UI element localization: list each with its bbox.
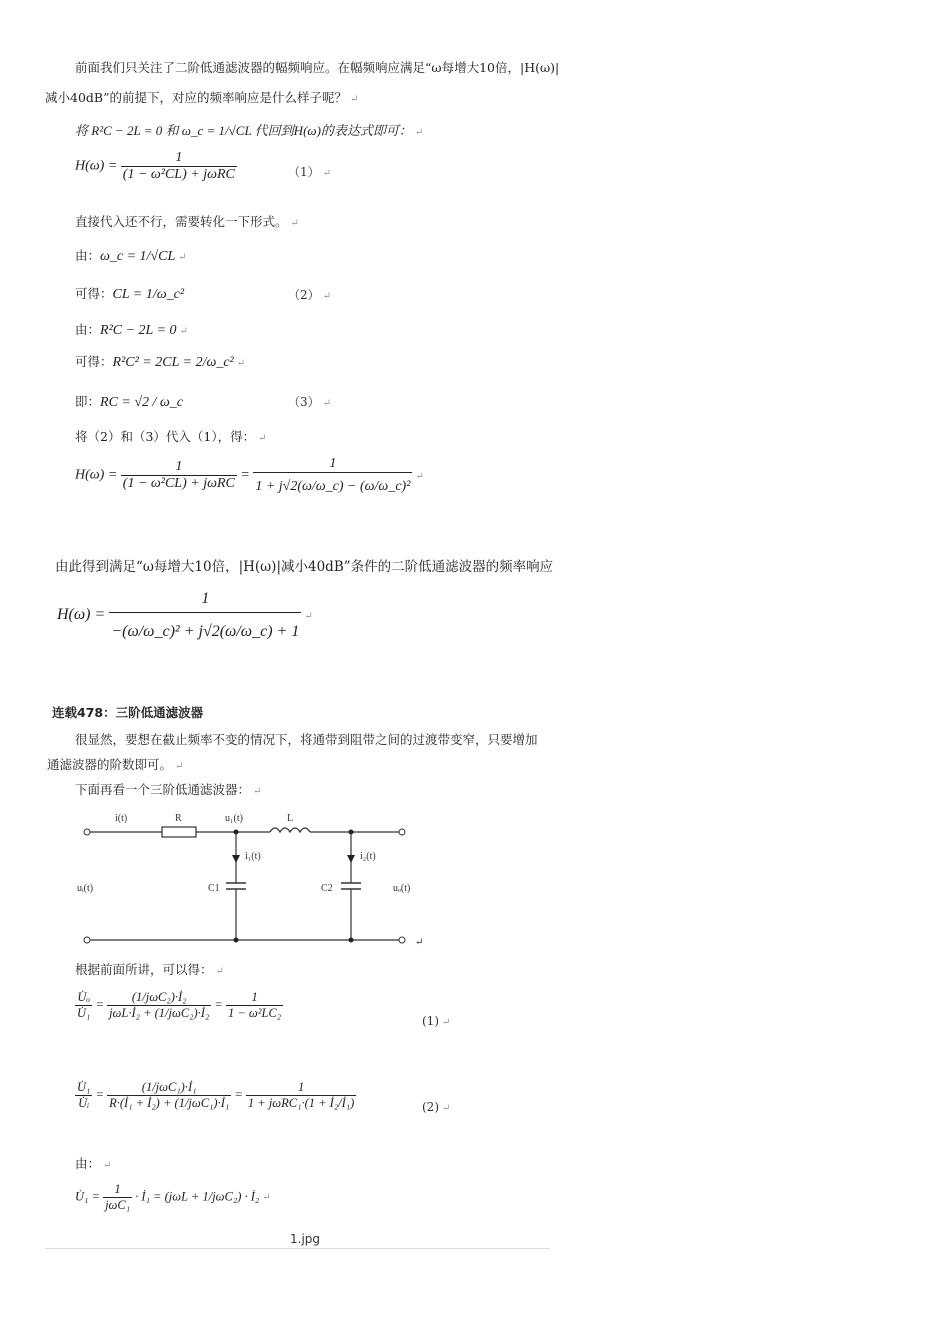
equation-b: $\frac{\text{U̇₁}}{\text{U̇ᵢ}}$ = $\frac{\text{(1/jωC₁)·İ₁}}{\text{R·(İ₁ + İ₂) + (1/jωC₁)·İ₁}}$ = $\frac{1}{\text{1 + jωRC₁·(1 + İ₂/İ₁)}}$	[77, 1080, 355, 1110]
step-kede-2: 可得：R²C² = 2CL = 2/ω_c² ↵	[75, 354, 246, 370]
step-you-2: 由：R²C − 2L = 0 ↵	[75, 322, 188, 338]
section-para-line1: 很显然，要想在截止频率不变的情况下，将通带到阻带之间的过渡带变窄，只要增加	[75, 732, 538, 747]
label-uo: uₒ(t)	[393, 883, 411, 894]
step-ji-tag: （3） ↵	[288, 395, 332, 409]
direct-line: 直接代入还不行，需要转化一下形式。 ↵	[75, 214, 299, 229]
output-terminal-bottom	[399, 937, 405, 943]
equation-a: $\frac{\text{U̇ₒ}}{\text{U̇₁}}$ = $\frac{\text{(1/jωC₂)·İ₂}}{\text{jωL·İ₂ + (1/jωC₂)·İ₂}}$ = $\frac{1}{\text{1 − ω²LC₂}}$	[77, 990, 282, 1020]
label-c1: C1	[208, 883, 220, 894]
return-mark: ↵	[415, 937, 424, 948]
step-kede-1-tag: （2） ↵	[288, 288, 332, 302]
label-c2: C2	[321, 883, 333, 894]
label-ui: uᵢ(t)	[77, 883, 94, 894]
para1-line1: 前面我们只关注了二阶低通滤波器的幅频响应。在幅频响应满足“ω每增大10倍，|H(ω)|	[75, 60, 560, 75]
equation-c: U̇₁ = $\frac{1}{\text{jωC₁}}$ · İ₁ = (jωL + 1/jωC₂) · İ₂ ↵	[75, 1182, 271, 1212]
step-you-3: 由： ↵	[75, 1156, 112, 1171]
step-ji: 即：RC = √2 / ω_c	[75, 394, 184, 410]
label-i1: i₁(t)	[245, 851, 261, 862]
label-i: i(t)	[115, 813, 128, 824]
step-you-1: 由：ω_c = 1/√CL ↵	[75, 248, 187, 264]
equation-1-tag: （1） ↵	[288, 165, 332, 179]
inductor-l	[270, 828, 310, 832]
label-u1: u₁(t)	[225, 813, 243, 824]
input-terminal-bottom	[84, 937, 90, 943]
section-para-line2: 通滤波器的阶数即可。 ↵	[47, 757, 184, 772]
equation-1: H(ω) = $\frac{1}{\text{(1 − ω²CL) + jωRC}}$	[75, 150, 235, 182]
step-kede-1: 可得：CL = 1/ω_c²	[75, 286, 185, 302]
input-terminal-top	[84, 829, 90, 835]
image-caption: 1.jpg	[290, 1232, 321, 1246]
label-l: L	[287, 813, 294, 824]
derive-line: 根据前面所讲，可以得： ↵	[75, 962, 224, 977]
label-i2: i₂(t)	[360, 851, 376, 862]
output-terminal-top	[399, 829, 405, 835]
para1-line2: 减小40dB”的前提下，对应的频率响应是什么样子呢？ ↵	[45, 90, 359, 105]
circuit-diagram	[75, 805, 445, 955]
equation-4: H(ω) = $\frac{1}{\text{(1 − ω²CL) + jωRC}}$ = $\frac{1}{\text{1 + j√2(ω/ω\_c) − (ω/ω\_c)²}}$ ↵	[75, 456, 424, 494]
label-r: R	[175, 813, 182, 824]
equation-5: H(ω) = $\frac{1}{\text{−(ω/ω\_c)² + j√2(ω/ω\_c) + 1}}$ ↵	[57, 590, 313, 640]
section-heading: 连载478：三阶低通滤波器	[52, 705, 204, 720]
section-intro: 下面再看一个三阶低通滤波器： ↵	[75, 782, 262, 797]
equation-a-tag: (1) ↵	[422, 1014, 451, 1028]
arrow-i1	[232, 855, 240, 863]
resistor-r	[162, 827, 196, 837]
equation-b-tag: (2) ↵	[422, 1100, 451, 1114]
substitute-23-line: 将（2）和（3）代入（1），得： ↵	[75, 429, 267, 444]
conclusion-line: 由此得到满足“ω每增大10倍，|H(ω)|减小40dB”条件的二阶低通滤波器的频率响应	[55, 559, 554, 575]
arrow-i2	[347, 855, 355, 863]
caption-divider	[45, 1248, 550, 1249]
substitute-line: 将 R²C − 2L = 0 和 ω_c = 1/√CL 代回到H(ω)的表达式即可： ↵	[75, 123, 424, 138]
